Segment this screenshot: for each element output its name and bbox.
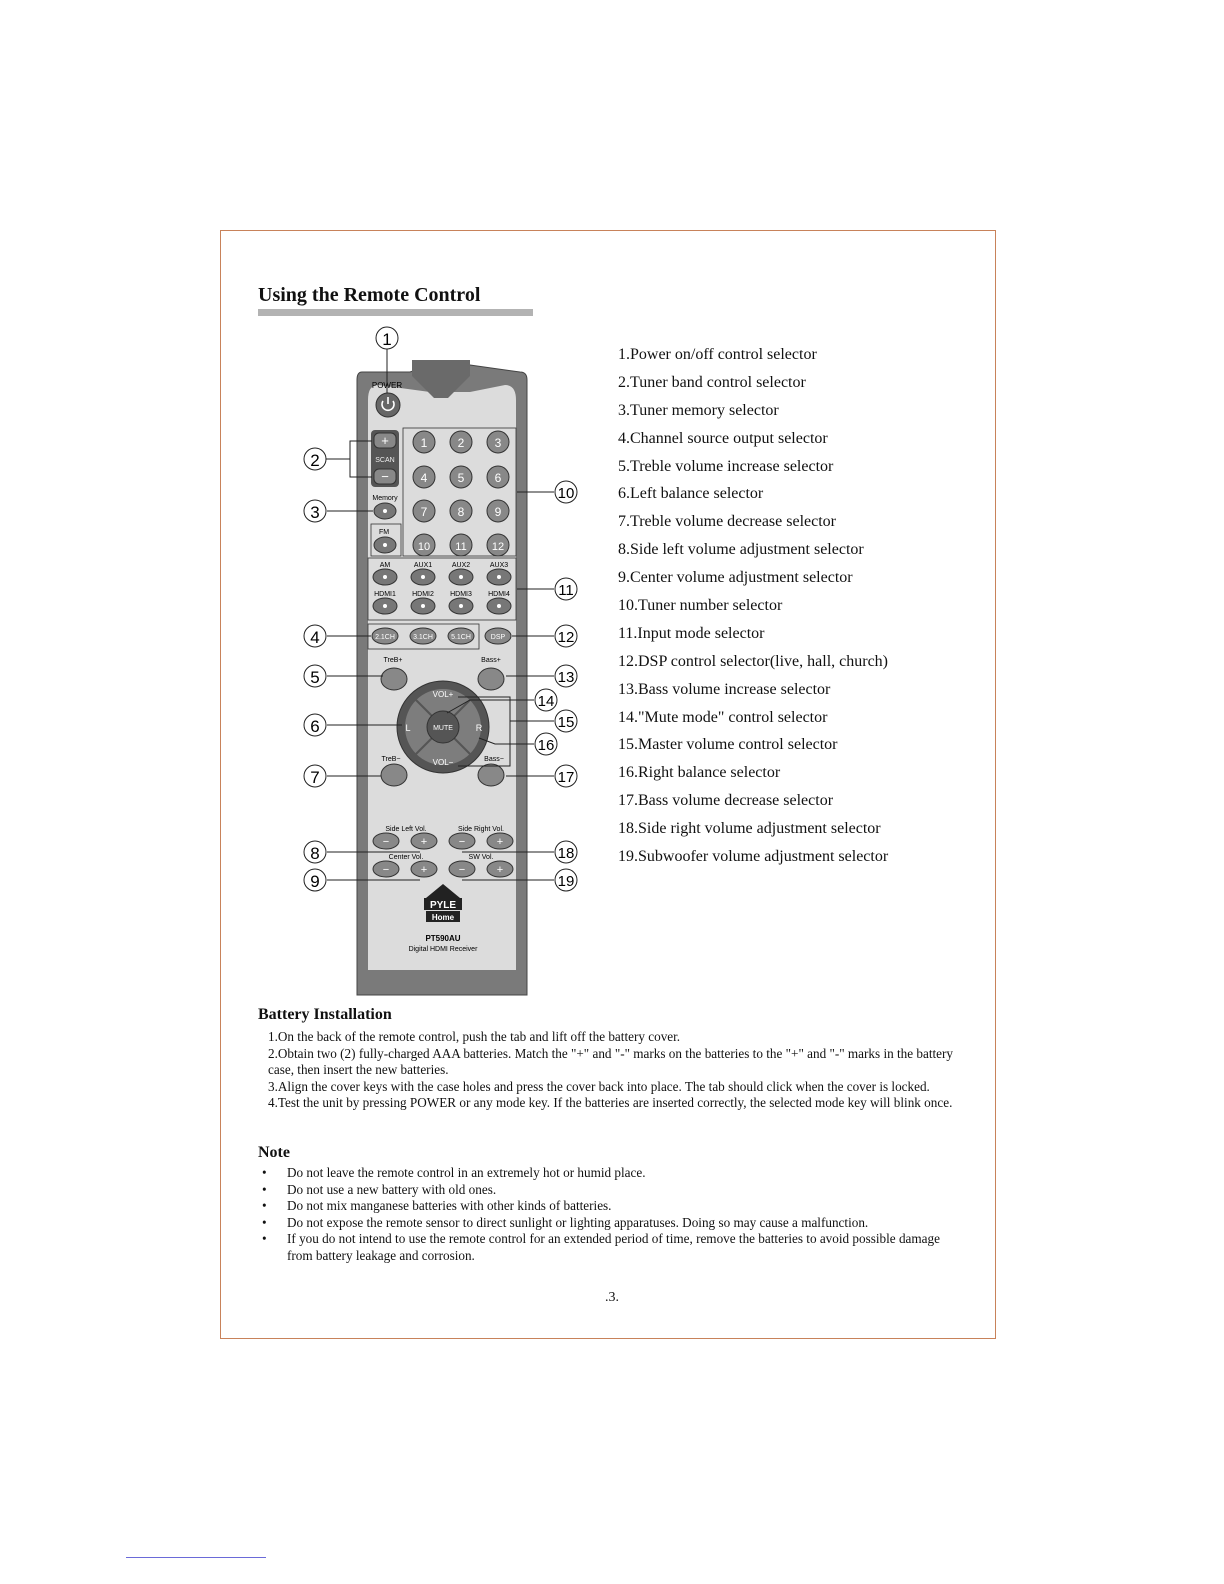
minus-label: − [458,864,466,876]
hdmi2-button[interactable] [411,598,435,614]
channel-key-label: 3.1CH [413,634,433,641]
svg-text:11: 11 [558,582,574,599]
number-key-1[interactable] [413,431,435,453]
callout-13 [555,665,577,687]
aux3-button[interactable] [487,569,511,585]
hdmi1-button[interactable] [373,598,397,614]
svg-text:14: 14 [537,693,555,710]
number-key-9[interactable] [487,500,509,522]
callout-11 [555,578,577,600]
svg-text:18: 18 [557,845,575,862]
description-item: 15.Master volume control selector [618,736,838,754]
description-item: 11.Input mode selector [618,624,765,642]
description-item: 18.Side right volume adjustment selector [618,820,881,838]
number-key-label: 8 [457,505,465,519]
description-item: 16.Right balance selector [618,764,781,782]
memory-label: Memory [372,495,398,502]
fm-button[interactable] [374,537,396,553]
scan-label: SCAN [375,457,395,464]
treb-minus-label: TreB− [381,756,401,763]
battery-steps [268,1029,958,1112]
svg-text:16: 16 [537,737,555,754]
remote-diagram [290,320,600,1010]
number-key-label: 11 [455,541,467,553]
left-balance-button[interactable]: L [405,723,411,733]
fm-label: FM [378,529,390,536]
callout-2 [304,448,326,470]
center-plus-button[interactable] [411,861,437,877]
note-item: • Do not expose the remote sensor to direct sunlight or lighting apparatuses. Doing so may cause a malfunction. [258,1215,958,1232]
side-left-vol-label: Side Left Vol. [385,826,427,833]
number-key-7[interactable] [413,500,435,522]
svg-text:15: 15 [557,714,575,731]
battery-step: 2.Obtain two (2) fully-charged AAA batteries. Match the "+" and "-" marks on the batteries to the "+" and "-" marks in the battery case, then insert the new batteries. [268,1045,954,1078]
channel-3-1-button[interactable] [410,628,436,644]
svg-text:1: 1 [382,330,392,349]
description-item: 12.DSP control selector(live, hall, church) [618,652,888,670]
memory-button[interactable] [374,503,396,519]
svg-text:3: 3 [310,503,320,522]
battery-heading: Battery Installation [258,1006,392,1023]
center-minus-button[interactable] [373,861,399,877]
callout-14 [535,689,557,711]
number-key-label: 2 [457,436,465,450]
aux1-button[interactable] [411,569,435,585]
hdmi4-button[interactable] [487,598,511,614]
page-title: Using the Remote Control [258,284,481,306]
vol-plus-button[interactable]: VOL+ [432,690,454,699]
bass-minus-button[interactable] [478,764,504,786]
sw-vol-label: SW Vol. [468,854,494,861]
number-key-12[interactable] [487,534,509,556]
callout-8 [304,841,326,863]
side-left-minus-button[interactable] [373,833,399,849]
description-item: 13.Bass volume increase selector [618,680,831,698]
number-key-label: 7 [420,505,428,519]
number-key-10[interactable] [413,534,435,556]
sw-minus-button[interactable] [449,861,475,877]
bass-plus-label: Bass+ [481,657,501,664]
input-label-am: AM [379,562,391,569]
callout-1 [376,327,398,349]
side-left-plus-button[interactable] [411,833,437,849]
number-key-8[interactable] [450,500,472,522]
minus-label: − [382,836,390,848]
model-description: Digital HDMI Receiver [408,946,478,953]
input-label-hdmi3: HDMI3 [450,591,472,598]
callout-17 [555,765,577,787]
description-item: 17.Bass volume decrease selector [618,792,834,810]
note-list [258,1165,958,1265]
plus-label: + [420,836,428,848]
channel-key-label: 2.1CH [375,634,395,641]
mute-label: MUTE [433,725,453,732]
sw-plus-button[interactable] [487,861,513,877]
side-right-minus-button[interactable] [449,833,475,849]
input-label-aux3: AUX3 [489,562,509,569]
callout-5 [304,665,326,687]
button-description-list [618,344,888,874]
bass-minus-label: Bass− [484,756,504,763]
scan-minus-label: − [381,469,389,484]
description-item: 8.Side left volume adjustment selector [618,541,864,559]
svg-text:2: 2 [310,451,320,470]
callout-15 [555,710,577,732]
note-item: • Do not mix manganese batteries with other kinds of batteries. [258,1198,958,1215]
dsp-label: DSP [490,634,506,641]
number-key-3[interactable] [487,431,509,453]
power-button[interactable] [376,393,400,417]
note-item: • Do not use a new battery with old ones. [258,1182,958,1199]
number-key-6[interactable] [487,466,509,488]
description-item: 5.Treble volume increase selector [618,457,834,475]
number-key-4[interactable] [413,466,435,488]
power-label: POWER [371,381,403,390]
svg-text:19: 19 [557,873,575,890]
scan-minus-button[interactable] [374,469,396,484]
description-item: 6.Left balance selector [618,485,764,503]
treble-plus-button[interactable] [381,668,407,690]
aux2-button[interactable] [449,569,473,585]
callout-3 [304,500,326,522]
description-item: 2.Tuner band control selector [618,373,806,391]
svg-text:9: 9 [310,872,320,891]
svg-text:5: 5 [310,668,320,687]
minus-label: − [458,836,466,848]
svg-text:12: 12 [557,629,575,646]
side-right-plus-button[interactable] [487,833,513,849]
callout-7 [304,765,326,787]
number-key-label: 12 [491,541,505,553]
callout-18 [555,841,577,863]
bass-plus-button[interactable] [478,668,504,690]
vol-minus-button[interactable]: VOL− [432,758,454,767]
number-key-label: 9 [494,505,502,519]
number-key-5[interactable] [450,466,472,488]
svg-text:13: 13 [557,669,575,686]
svg-text:17: 17 [557,769,575,786]
input-label-hdmi4: HDMI4 [488,591,510,598]
callout-4 [304,625,326,647]
am-button[interactable] [373,569,397,585]
channel-5-1-button[interactable] [448,628,474,644]
note-item: • If you do not intend to use the remote control for an extended period of time, remove the batteries to avoid possible damage from battery leakage and corrosion. [258,1231,958,1264]
minus-label: − [382,864,390,876]
number-key-label: 5 [457,471,465,485]
description-item: 7.Treble volume decrease selector [618,513,836,531]
battery-step: 1.On the back of the remote control, push the tab and lift off the battery cover. [268,1029,681,1044]
input-label-aux2: AUX2 [451,562,471,569]
description-item: 4.Channel source output selector [618,429,828,447]
callout-9 [304,869,326,891]
footer-line [126,1557,266,1558]
number-key-label: 1 [420,436,428,450]
page-number: .3. [605,1290,619,1305]
number-key-label: 3 [494,436,502,450]
input-label-aux1: AUX1 [413,562,433,569]
number-key-label: 6 [494,471,502,485]
description-item: 1.Power on/off control selector [618,346,817,363]
callout-12 [555,625,577,647]
svg-text:8: 8 [310,844,320,863]
input-label-hdmi2: HDMI2 [412,591,434,598]
number-key-11[interactable] [450,534,472,556]
callout-6 [304,714,326,736]
battery-step: 3.Align the cover keys with the case holes and press the cover back into place. The tab should click when the cover is locked. [268,1078,930,1094]
model-name: PT590AU [425,934,461,943]
description-item: 3.Tuner memory selector [618,401,779,419]
plus-label: + [496,864,504,876]
logo-brand: PYLE [429,900,457,911]
right-balance-button[interactable]: R [475,723,483,733]
title-underline [258,309,533,316]
description-item: 9.Center volume adjustment selector [618,569,853,587]
svg-text:7: 7 [310,768,320,787]
number-key-2[interactable] [450,431,472,453]
callout-10 [555,481,577,503]
number-key-label: 10 [417,541,431,553]
svg-text:4: 4 [310,628,320,647]
treb-plus-label: TreB+ [383,657,403,664]
description-item: 14."Mute mode" control selector [618,708,828,726]
channel-key-label: 5.1CH [451,634,471,641]
description-item: 19.Subwoofer volume adjustment selector [618,848,889,866]
svg-text:10: 10 [557,485,575,502]
note-heading: Note [258,1144,290,1161]
callout-16 [535,733,557,755]
scan-plus-button[interactable] [374,433,396,448]
logo-sub: Home [431,913,455,922]
svg-text:6: 6 [310,717,320,736]
callout-19 [555,869,577,891]
plus-label: + [496,836,504,848]
side-right-vol-label: Side Right Vol. [458,826,504,833]
hdmi3-button[interactable] [449,598,473,614]
plus-label: + [420,864,428,876]
scan-plus-label: + [381,433,389,448]
dsp-button[interactable] [485,628,511,644]
description-item: 10.Tuner number selector [618,597,783,615]
input-label-hdmi1: HDMI1 [374,591,396,598]
note-item: • Do not leave the remote control in an extremely hot or humid place. [258,1165,958,1182]
number-key-label: 4 [420,471,428,485]
channel-2-1-button[interactable] [372,628,398,644]
battery-step: 4.Test the unit by pressing POWER or any mode key. If the batteries are inserted correctly, the selected mode key will blink once. [268,1095,953,1111]
center-vol-label: Center Vol. [388,854,424,861]
treble-minus-button[interactable] [381,764,407,786]
